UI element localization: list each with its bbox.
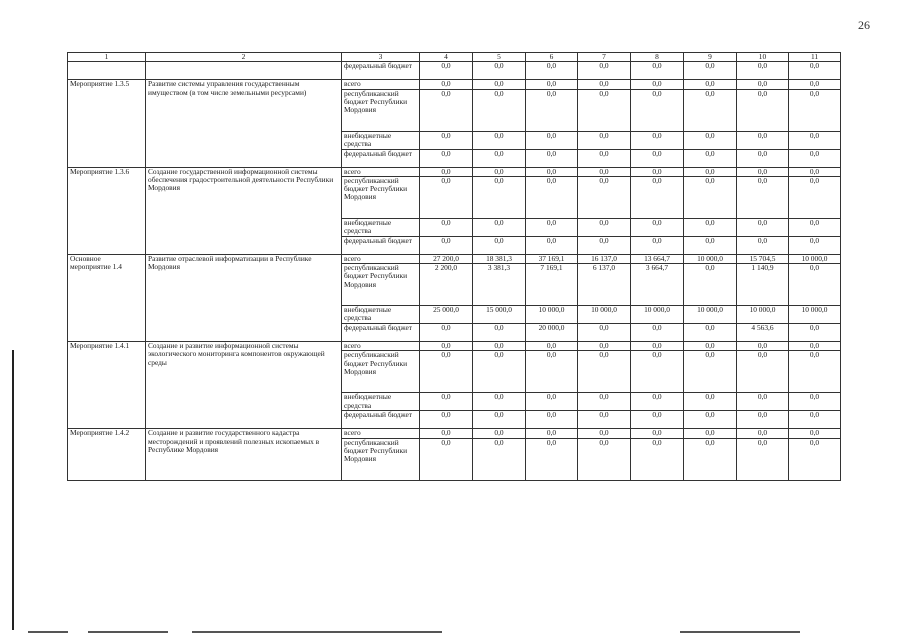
value-cell: 0,0: [578, 80, 631, 89]
funding-source-cell: федеральный бюджет: [342, 62, 420, 80]
value-cell: 0,0: [684, 149, 737, 167]
value-cell: 0,0: [737, 167, 789, 176]
funding-source-cell: всего: [342, 429, 420, 438]
value-cell: 0,0: [578, 167, 631, 176]
header-col-8: 8: [631, 53, 684, 62]
value-cell: 0,0: [631, 167, 684, 176]
funding-source-cell: всего: [342, 342, 420, 351]
value-cell: 0,0: [578, 149, 631, 167]
value-cell: 0,0: [526, 342, 578, 351]
value-cell: 0,0: [737, 342, 789, 351]
value-cell: 0,0: [684, 411, 737, 429]
value-cell: 0,0: [789, 438, 841, 480]
value-cell: 0,0: [473, 236, 526, 254]
header-col-7: 7: [578, 53, 631, 62]
value-cell: 0,0: [789, 131, 841, 149]
value-cell: 0,0: [737, 351, 789, 393]
value-cell: 0,0: [420, 342, 473, 351]
funding-source-cell: республиканский бюджет Республики Мордовия: [342, 438, 420, 480]
program-id-cell: Мероприятие 1.3.5: [68, 80, 146, 167]
value-cell: 0,0: [737, 411, 789, 429]
value-cell: 0,0: [473, 176, 526, 218]
value-cell: 10 000,0: [578, 306, 631, 324]
value-cell: 0,0: [684, 89, 737, 131]
header-col-1: 1: [68, 53, 146, 62]
value-cell: 0,0: [737, 438, 789, 480]
budget-table: [67, 52, 841, 481]
value-cell: 0,0: [631, 438, 684, 480]
value-cell: 0,0: [684, 264, 737, 306]
value-cell: 0,0: [526, 438, 578, 480]
value-cell: 10 000,0: [526, 306, 578, 324]
value-cell: 0,0: [631, 176, 684, 218]
value-cell: 10 000,0: [684, 306, 737, 324]
value-cell: 10 000,0: [737, 306, 789, 324]
funding-source-cell: внебюджетные средства: [342, 393, 420, 411]
value-cell: 10 000,0: [631, 306, 684, 324]
value-cell: 0,0: [578, 393, 631, 411]
value-cell: 0,0: [684, 236, 737, 254]
value-cell: 0,0: [473, 342, 526, 351]
value-cell: 37 169,1: [526, 254, 578, 263]
table-row: [68, 254, 841, 263]
value-cell: 0,0: [631, 218, 684, 236]
value-cell: 0,0: [737, 236, 789, 254]
value-cell: 0,0: [684, 393, 737, 411]
value-cell: 0,0: [789, 62, 841, 80]
value-cell: 0,0: [420, 149, 473, 167]
header-col-11: 11: [789, 53, 841, 62]
header-col-10: 10: [737, 53, 789, 62]
program-name-cell: Создание и развитие информационной системы экологического мониторинга компонентов окружающей среды: [146, 342, 342, 429]
value-cell: 0,0: [473, 131, 526, 149]
value-cell: 0,0: [737, 218, 789, 236]
value-cell: 0,0: [473, 438, 526, 480]
value-cell: 0,0: [631, 324, 684, 342]
program-name-cell: Развитие системы управления государственным имуществом (в том числе земельными ресурсами): [146, 80, 342, 167]
program-id-cell: Основное мероприятие 1.4: [68, 254, 146, 341]
program-id-cell: Мероприятие 1.4.1: [68, 342, 146, 429]
value-cell: 0,0: [789, 429, 841, 438]
value-cell: 0,0: [789, 80, 841, 89]
value-cell: 0,0: [789, 393, 841, 411]
value-cell: 0,0: [473, 89, 526, 131]
header-row: [68, 53, 841, 62]
value-cell: 0,0: [737, 62, 789, 80]
program-id-cell: Мероприятие 1.3.6: [68, 167, 146, 254]
value-cell: 0,0: [420, 176, 473, 218]
funding-source-cell: внебюджетные средства: [342, 306, 420, 324]
value-cell: 0,0: [631, 62, 684, 80]
value-cell: 0,0: [578, 342, 631, 351]
value-cell: 0,0: [737, 89, 789, 131]
table-row: [68, 80, 841, 89]
value-cell: 0,0: [789, 149, 841, 167]
value-cell: 0,0: [473, 167, 526, 176]
program-name-cell: Развитие отраслевой информатизации в Республике Мордовия: [146, 254, 342, 341]
funding-source-cell: всего: [342, 80, 420, 89]
value-cell: 0,0: [420, 131, 473, 149]
table-row: [68, 167, 841, 176]
value-cell: 0,0: [789, 264, 841, 306]
funding-source-cell: федеральный бюджет: [342, 236, 420, 254]
value-cell: 0,0: [526, 149, 578, 167]
funding-source-cell: республиканский бюджет Республики Мордовия: [342, 89, 420, 131]
value-cell: 0,0: [420, 62, 473, 80]
value-cell: 4 563,6: [737, 324, 789, 342]
program-name-cell: Создание и развитие государственного кадастра месторождений и проявлений полезных ископаемых в Республике Мордовия: [146, 429, 342, 480]
value-cell: 0,0: [420, 351, 473, 393]
value-cell: 0,0: [578, 438, 631, 480]
value-cell: 2 200,0: [420, 264, 473, 306]
value-cell: 0,0: [578, 236, 631, 254]
value-cell: 0,0: [526, 393, 578, 411]
value-cell: 0,0: [684, 62, 737, 80]
funding-source-cell: всего: [342, 167, 420, 176]
value-cell: 0,0: [631, 351, 684, 393]
value-cell: 15 000,0: [473, 306, 526, 324]
value-cell: 0,0: [526, 89, 578, 131]
value-cell: 0,0: [420, 80, 473, 89]
value-cell: 20 000,0: [526, 324, 578, 342]
value-cell: 0,0: [420, 89, 473, 131]
value-cell: 0,0: [526, 429, 578, 438]
scan-bottom-edge: [0, 628, 905, 639]
value-cell: 0,0: [789, 342, 841, 351]
funding-source-cell: внебюджетные средства: [342, 218, 420, 236]
value-cell: 0,0: [737, 131, 789, 149]
program-name-cell: [146, 62, 342, 80]
value-cell: 0,0: [420, 429, 473, 438]
value-cell: 0,0: [631, 411, 684, 429]
value-cell: 7 169,1: [526, 264, 578, 306]
value-cell: 0,0: [789, 218, 841, 236]
value-cell: 0,0: [789, 351, 841, 393]
value-cell: 0,0: [789, 324, 841, 342]
value-cell: 0,0: [578, 89, 631, 131]
value-cell: 0,0: [526, 167, 578, 176]
program-id-cell: [68, 62, 146, 80]
value-cell: 0,0: [737, 393, 789, 411]
table-row: [68, 342, 841, 351]
value-cell: 10 000,0: [684, 254, 737, 263]
value-cell: 0,0: [473, 324, 526, 342]
value-cell: 0,0: [631, 393, 684, 411]
value-cell: 0,0: [526, 176, 578, 218]
header-col-4: 4: [420, 53, 473, 62]
value-cell: 0,0: [578, 131, 631, 149]
value-cell: 3 664,7: [631, 264, 684, 306]
table-row: [68, 429, 841, 438]
header-col-2: 2: [146, 53, 342, 62]
scan-edge-line: [12, 350, 14, 630]
value-cell: 0,0: [631, 236, 684, 254]
value-cell: 0,0: [684, 429, 737, 438]
value-cell: 27 200,0: [420, 254, 473, 263]
value-cell: 13 664,7: [631, 254, 684, 263]
header-col-9: 9: [684, 53, 737, 62]
value-cell: 0,0: [473, 429, 526, 438]
value-cell: 0,0: [473, 393, 526, 411]
value-cell: 0,0: [473, 80, 526, 89]
value-cell: 0,0: [684, 131, 737, 149]
value-cell: 0,0: [578, 351, 631, 393]
table-header: [68, 53, 841, 62]
value-cell: 0,0: [684, 324, 737, 342]
funding-source-cell: республиканский бюджет Республики Мордовия: [342, 176, 420, 218]
value-cell: 0,0: [473, 62, 526, 80]
funding-source-cell: федеральный бюджет: [342, 411, 420, 429]
value-cell: 0,0: [631, 131, 684, 149]
funding-source-cell: федеральный бюджет: [342, 324, 420, 342]
value-cell: 0,0: [789, 236, 841, 254]
funding-source-cell: республиканский бюджет Республики Мордовия: [342, 264, 420, 306]
value-cell: 0,0: [473, 218, 526, 236]
value-cell: 0,0: [420, 393, 473, 411]
value-cell: 0,0: [473, 351, 526, 393]
value-cell: 0,0: [684, 167, 737, 176]
value-cell: 0,0: [631, 342, 684, 351]
value-cell: 0,0: [578, 176, 631, 218]
table-row: [68, 62, 841, 80]
value-cell: 15 704,5: [737, 254, 789, 263]
value-cell: 0,0: [789, 89, 841, 131]
value-cell: 16 137,0: [578, 254, 631, 263]
value-cell: 25 000,0: [420, 306, 473, 324]
value-cell: 0,0: [684, 176, 737, 218]
value-cell: 0,0: [684, 351, 737, 393]
value-cell: 0,0: [420, 411, 473, 429]
value-cell: 0,0: [526, 411, 578, 429]
value-cell: 0,0: [737, 149, 789, 167]
value-cell: 0,0: [526, 131, 578, 149]
value-cell: 0,0: [526, 62, 578, 80]
value-cell: 0,0: [526, 80, 578, 89]
funding-source-cell: республиканский бюджет Республики Мордовия: [342, 351, 420, 393]
value-cell: 0,0: [789, 411, 841, 429]
funding-source-cell: внебюджетные средства: [342, 131, 420, 149]
value-cell: 0,0: [631, 89, 684, 131]
value-cell: 0,0: [789, 167, 841, 176]
program-id-cell: Мероприятие 1.4.2: [68, 429, 146, 480]
value-cell: 0,0: [737, 176, 789, 218]
value-cell: 0,0: [578, 62, 631, 80]
value-cell: 0,0: [473, 149, 526, 167]
value-cell: 18 381,3: [473, 254, 526, 263]
header-col-3: 3: [342, 53, 420, 62]
value-cell: 0,0: [631, 429, 684, 438]
value-cell: 0,0: [420, 324, 473, 342]
value-cell: 0,0: [631, 149, 684, 167]
value-cell: 0,0: [737, 80, 789, 89]
value-cell: 0,0: [684, 218, 737, 236]
value-cell: 0,0: [526, 236, 578, 254]
value-cell: 0,0: [578, 429, 631, 438]
value-cell: 0,0: [420, 236, 473, 254]
value-cell: 0,0: [420, 218, 473, 236]
value-cell: 0,0: [631, 80, 684, 89]
value-cell: 0,0: [420, 167, 473, 176]
value-cell: 0,0: [578, 324, 631, 342]
value-cell: 0,0: [526, 351, 578, 393]
value-cell: 0,0: [526, 218, 578, 236]
funding-source-cell: всего: [342, 254, 420, 263]
funding-source-cell: федеральный бюджет: [342, 149, 420, 167]
value-cell: 3 381,3: [473, 264, 526, 306]
value-cell: 0,0: [420, 438, 473, 480]
value-cell: 0,0: [578, 411, 631, 429]
value-cell: 1 140,9: [737, 264, 789, 306]
header-col-5: 5: [473, 53, 526, 62]
value-cell: 0,0: [473, 411, 526, 429]
table-body: [68, 62, 841, 480]
value-cell: 0,0: [684, 342, 737, 351]
value-cell: 10 000,0: [789, 254, 841, 263]
value-cell: 10 000,0: [789, 306, 841, 324]
page-number: 26: [858, 18, 870, 32]
value-cell: 0,0: [684, 438, 737, 480]
program-name-cell: Создание государственной информационной системы обеспечения градостроительной деятельности Республики Мордовия: [146, 167, 342, 254]
header-col-6: 6: [526, 53, 578, 62]
value-cell: 0,0: [684, 80, 737, 89]
value-cell: 0,0: [789, 176, 841, 218]
value-cell: 0,0: [578, 218, 631, 236]
value-cell: 0,0: [737, 429, 789, 438]
value-cell: 6 137,0: [578, 264, 631, 306]
